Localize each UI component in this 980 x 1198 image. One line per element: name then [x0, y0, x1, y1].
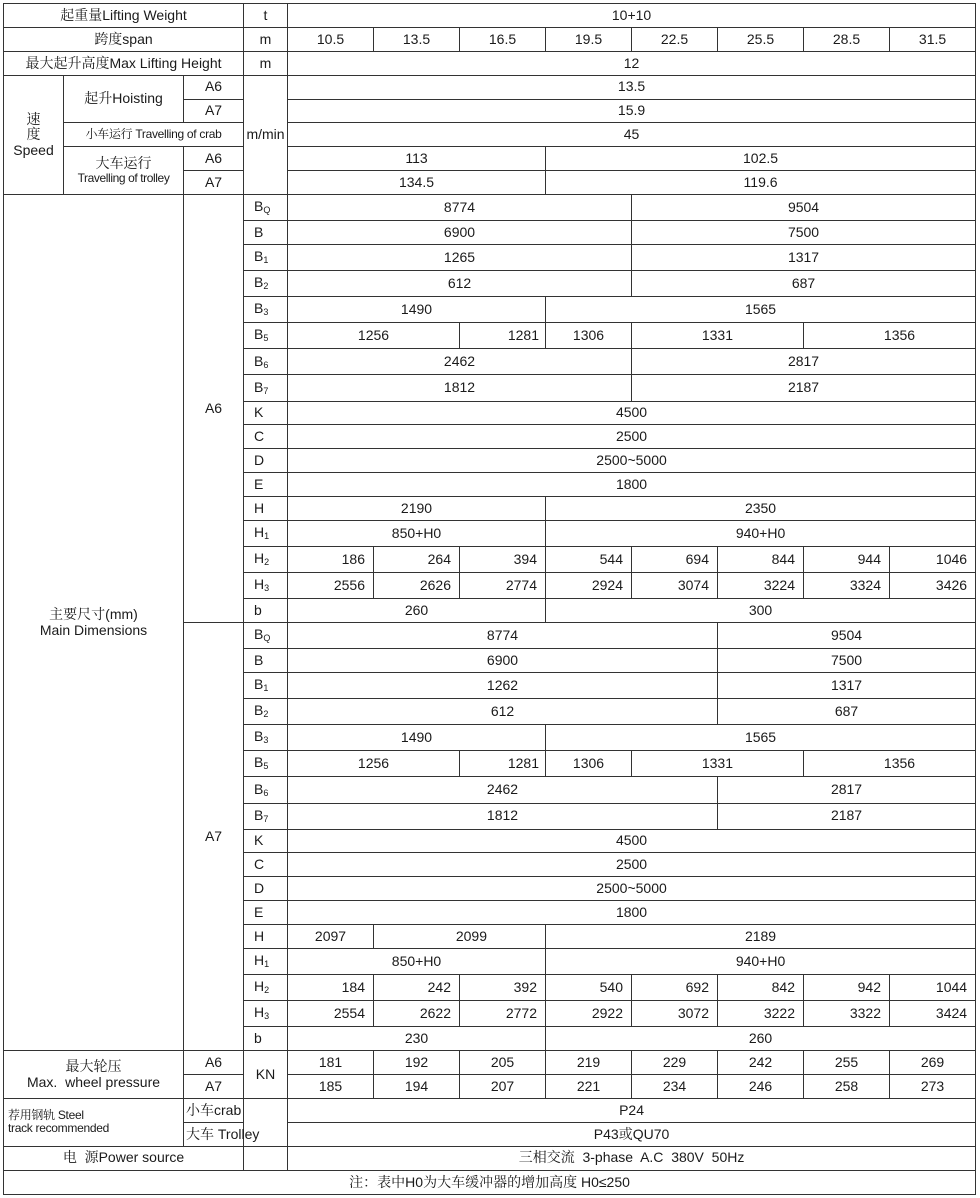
row-wheel-a6: [4, 1051, 976, 1075]
wheel-cell: 221: [546, 1075, 632, 1099]
dim-value-bq: 9504: [718, 623, 976, 649]
dim-value-b5: 1281: [460, 323, 546, 349]
dim-value-h2: 186: [288, 547, 374, 573]
dim-symbol-subscript: 2: [264, 557, 270, 568]
dim-value-b7: 1812: [288, 375, 632, 401]
wheel-cell: 207: [460, 1075, 546, 1099]
row-lifting-weight: [4, 4, 976, 28]
dim-symbol-subscript: 5: [263, 333, 269, 344]
dim-value-h2: 540: [546, 975, 632, 1001]
dim-value-b3: 1565: [546, 725, 976, 751]
dim-value-b5: 1356: [804, 751, 976, 777]
dim-value-b2: 687: [632, 271, 976, 297]
dim-symbol-bq: [244, 195, 288, 221]
wheel-cell: 258: [804, 1075, 890, 1099]
dim-symbol-c: C: [244, 853, 288, 877]
dim-symbol-b7: [244, 375, 288, 401]
dim-value-b5: 1356: [804, 323, 976, 349]
dim-value-h3: 3322: [804, 1001, 890, 1027]
dim-value-h2: 694: [632, 547, 718, 573]
dim-symbol-subscript: Q: [263, 633, 271, 644]
dim-value-b3: 1565: [546, 297, 976, 323]
dim-value-b: 260: [288, 599, 546, 623]
dim-value-h2: 844: [718, 547, 804, 573]
dim-symbol-h2: [244, 975, 288, 1001]
table-note: 注：表中H0为大车缓冲器的增加高度 H0≤250: [4, 1170, 976, 1194]
wheel-cell: 246: [718, 1075, 804, 1099]
power-source-label: 电 源Power source: [4, 1146, 244, 1170]
dim-symbol-subscript: 7: [263, 385, 269, 396]
power-source-value: 三相交流 3-phase A.C 380V 50Hz: [288, 1146, 976, 1170]
max-lifting-height-value: 12: [288, 51, 976, 75]
dim-value-b3: 1490: [288, 725, 546, 751]
dim-symbol-h: H: [244, 497, 288, 521]
dim-symbol-h1: [244, 949, 288, 975]
dim-value-h2: 394: [460, 547, 546, 573]
dim-value-b7: 1812: [288, 803, 718, 829]
dim-value-b: 230: [288, 1027, 546, 1051]
dim-value-h2: 1044: [890, 975, 976, 1001]
row-hoist-a6: [4, 75, 976, 99]
dim-value-b1: 1317: [718, 673, 976, 699]
span-cell: 28.5: [804, 27, 890, 51]
rail-label-en: track recommended: [8, 1121, 109, 1136]
crab-travel-label: 小车运行 Travelling of crab: [64, 123, 244, 147]
hoisting-label: 起升Hoisting: [64, 75, 184, 123]
dim-value-b7: 2187: [718, 803, 976, 829]
dim-value-h3: 2556: [288, 573, 374, 599]
dim-symbol-base: H: [254, 1004, 265, 1021]
dim-symbol-b7: [244, 803, 288, 829]
dim-symbol-b2: [244, 699, 288, 725]
dim-value-h2: 184: [288, 975, 374, 1001]
dim-value-h: 2097: [288, 925, 374, 949]
dim-symbol-b1: [244, 245, 288, 271]
dim-symbol-h3: [244, 573, 288, 599]
dim-value-h3: 2774: [460, 573, 546, 599]
dim-value-b5: 1306: [546, 323, 632, 349]
rail-crab-label: 小车crab: [184, 1098, 244, 1122]
speed-label: [4, 75, 64, 194]
dim-symbol-base: B: [254, 326, 264, 343]
dim-symbol-base: B: [254, 248, 264, 265]
wheel-cell: 229: [632, 1051, 718, 1075]
rail-label: [4, 1098, 184, 1146]
dim-value-h: 2350: [546, 497, 976, 521]
dim-symbol-b3: [244, 725, 288, 751]
wheel-cell: 192: [374, 1051, 460, 1075]
dim-symbol-b5: [244, 323, 288, 349]
trolley-a6-value: 113: [288, 147, 546, 171]
trolley-a7-label: A7: [184, 171, 244, 195]
wheel-cell: 205: [460, 1051, 546, 1075]
dim-value-h3: 2626: [374, 573, 460, 599]
dim-symbol-b: b: [244, 1027, 288, 1051]
dim-value-bq: 8774: [288, 195, 632, 221]
dim-value-b: 7500: [718, 649, 976, 673]
main-dimensions-label: [4, 195, 184, 1051]
speed-unit: m/min: [244, 75, 288, 194]
dim-symbol-c: C: [244, 425, 288, 449]
dim-symbol-base: B: [254, 352, 264, 369]
rail-crab-value: P24: [288, 1098, 976, 1122]
dim-value-b2: 612: [288, 271, 632, 297]
row-dim-a6-bq: [4, 195, 976, 221]
main-dim-label-en: Main Dimensions: [39, 621, 148, 638]
dim-symbol-subscript: 3: [263, 307, 269, 318]
dim-value-b2: 612: [288, 699, 718, 725]
span-cell: 25.5: [718, 27, 804, 51]
dim-value-b1: 1317: [632, 245, 976, 271]
dim-value-b6: 2817: [632, 349, 976, 375]
dim-value-h3: 3324: [804, 573, 890, 599]
dim-symbol-base: H: [254, 524, 265, 541]
wheel-unit: KN: [244, 1051, 288, 1099]
rail-label-cn: 荐用钢轨 Steel: [8, 1108, 84, 1123]
dim-value-b6: 2817: [718, 777, 976, 803]
dim-symbol-b6: [244, 777, 288, 803]
wheel-cell: 255: [804, 1051, 890, 1075]
dim-value-h2: 264: [374, 547, 460, 573]
wheel-cell: 269: [890, 1051, 976, 1075]
dim-symbol-base: B: [254, 676, 264, 693]
dim-symbol-b: B: [244, 221, 288, 245]
specification-table: [3, 3, 976, 1195]
dim-value-h2: 942: [804, 975, 890, 1001]
dim-symbol-h3: [244, 1001, 288, 1027]
dim-value-h2: 842: [718, 975, 804, 1001]
dim-symbol-subscript: 1: [264, 531, 270, 542]
dim-symbol-subscript: 1: [263, 255, 269, 266]
span-cell: 16.5: [460, 27, 546, 51]
crab-travel-value: 45: [288, 123, 976, 147]
dim-symbol-base: B: [254, 274, 264, 291]
dim-value-b5: 1256: [288, 751, 460, 777]
dim-symbol-base: H: [254, 978, 265, 995]
dim-value-b: 7500: [632, 221, 976, 245]
dim-symbol-b1: [244, 673, 288, 699]
dim-value-k: 4500: [288, 401, 976, 425]
row-max-lifting-height: [4, 51, 976, 75]
wheel-a7-label: A7: [184, 1075, 244, 1099]
dim-symbol-base: B: [254, 300, 264, 317]
span-cell: 22.5: [632, 27, 718, 51]
dim-value-b5: 1256: [288, 323, 460, 349]
max-lifting-height-unit: m: [244, 51, 288, 75]
wheel-a6-label: A6: [184, 1051, 244, 1075]
trolley-travel-label: [64, 147, 184, 195]
row-span: [4, 27, 976, 51]
lifting-weight-unit: t: [244, 4, 288, 28]
span-cell: 10.5: [288, 27, 374, 51]
dim-symbol-h1: [244, 521, 288, 547]
max-lifting-height-label: 最大起升高度Max Lifting Height: [4, 51, 244, 75]
dim-symbol-b6: [244, 349, 288, 375]
row-crab-travel: [4, 123, 976, 147]
trolley-label-cn: 大车运行: [95, 155, 152, 172]
dim-value-k: 4500: [288, 829, 976, 853]
dim-symbol-subscript: 1: [264, 959, 270, 970]
dim-symbol-base: B: [254, 806, 264, 823]
dim-symbol-subscript: 3: [263, 735, 269, 746]
span-cell: 31.5: [890, 27, 976, 51]
dim-symbol-b5: [244, 751, 288, 777]
dim-symbol-subscript: 3: [264, 583, 270, 594]
dim-value-h3: 3224: [718, 573, 804, 599]
dim-symbol-subscript: 7: [263, 813, 269, 824]
dim-value-b3: 1490: [288, 297, 546, 323]
dim-value-h2: 544: [546, 547, 632, 573]
dim-value-h3: 3074: [632, 573, 718, 599]
dim-symbol-subscript: 1: [263, 683, 269, 694]
dim-value-b5: 1331: [632, 751, 804, 777]
hoist-a7-label: A7: [184, 99, 244, 123]
dim-value-h1: 850+H0: [288, 521, 546, 547]
speed-label-en: Speed: [13, 141, 54, 158]
dim-symbol-base: H: [254, 576, 265, 593]
dim-value-h2: 242: [374, 975, 460, 1001]
dim-value-h2: 392: [460, 975, 546, 1001]
dim-value-h: 2190: [288, 497, 546, 521]
dim-symbol-subscript: 6: [263, 787, 269, 798]
dim-symbol-d: D: [244, 877, 288, 901]
dim-value-h1: 850+H0: [288, 949, 546, 975]
dim-value-b2: 687: [718, 699, 976, 725]
dim-value-h1: 940+H0: [546, 949, 976, 975]
dim-value-b1: 1262: [288, 673, 718, 699]
dim-value-bq: 8774: [288, 623, 718, 649]
row-power: [4, 1146, 976, 1170]
dim-symbol-d: D: [244, 449, 288, 473]
row-trolley-a6: [4, 147, 976, 171]
dim-symbol-base: B: [254, 728, 264, 745]
dim-symbol-base: B: [254, 198, 264, 215]
dim-symbol-subscript: 2: [264, 985, 270, 996]
dim-value-h2: 692: [632, 975, 718, 1001]
dim-value-h: 2099: [374, 925, 546, 949]
trolley-a7-value: 119.6: [546, 171, 976, 195]
hoist-a7-value: 15.9: [288, 99, 976, 123]
row-rail-crab: [4, 1098, 976, 1122]
row-note: [4, 1170, 976, 1194]
lifting-weight-label: 起重量Lifting Weight: [4, 4, 244, 28]
dim-symbol-subscript: Q: [263, 205, 271, 216]
dim-value-h3: 2772: [460, 1001, 546, 1027]
wheel-cell: 273: [890, 1075, 976, 1099]
dim-value-h3: 2924: [546, 573, 632, 599]
dim-value-bq: 9504: [632, 195, 976, 221]
wheel-cell: 194: [374, 1075, 460, 1099]
dim-symbol-subscript: 5: [263, 761, 269, 772]
dim-value-b7: 2187: [632, 375, 976, 401]
dim-group-label-a7: A7: [184, 623, 244, 1051]
dim-value-b6: 2462: [288, 349, 632, 375]
dim-symbol-k: K: [244, 401, 288, 425]
dim-symbol-k: K: [244, 829, 288, 853]
dim-value-h3: 3424: [890, 1001, 976, 1027]
dim-value-h2: 944: [804, 547, 890, 573]
dim-symbol-base: H: [254, 952, 265, 969]
dim-value-b: 260: [546, 1027, 976, 1051]
dim-value-h3: 2622: [374, 1001, 460, 1027]
wheel-label-en: Max. wheel pressure: [26, 1073, 161, 1090]
dim-symbol-b2: [244, 271, 288, 297]
trolley-label-en: Travelling of trolley: [77, 170, 170, 185]
wheel-cell: 185: [288, 1075, 374, 1099]
dim-symbol-base: B: [254, 702, 264, 719]
dim-value-h3: 2554: [288, 1001, 374, 1027]
dim-group-label-a6: A6: [184, 195, 244, 623]
dim-value-b6: 2462: [288, 777, 718, 803]
dim-symbol-base: B: [254, 626, 264, 643]
dim-value-b5: 1281: [460, 751, 546, 777]
dim-value-h3: 3222: [718, 1001, 804, 1027]
dim-symbol-base: B: [254, 780, 264, 797]
hoist-a6-value: 13.5: [288, 75, 976, 99]
span-label: 跨度span: [4, 27, 244, 51]
lifting-weight-value: 10+10: [288, 4, 976, 28]
span-unit: m: [244, 27, 288, 51]
dim-value-d: 2500~5000: [288, 877, 976, 901]
dim-value-h1: 940+H0: [546, 521, 976, 547]
dim-symbol-e: E: [244, 473, 288, 497]
main-dim-label-cn: 主要尺寸(mm): [49, 606, 138, 623]
span-cell: 13.5: [374, 27, 460, 51]
wheel-cell: 219: [546, 1051, 632, 1075]
dim-symbol-subscript: 6: [263, 359, 269, 370]
dim-value-b: 6900: [288, 649, 718, 673]
wheel-cell: 234: [632, 1075, 718, 1099]
dim-value-h3: 3426: [890, 573, 976, 599]
hoist-a6-label: A6: [184, 75, 244, 99]
power-unit-empty: [244, 1146, 288, 1170]
dim-value-b5: 1306: [546, 751, 632, 777]
dim-symbol-bq: [244, 623, 288, 649]
dim-symbol-subscript: 2: [263, 709, 269, 720]
dim-value-e: 1800: [288, 901, 976, 925]
dim-value-h3: 2922: [546, 1001, 632, 1027]
wheel-pressure-label: [4, 1051, 184, 1099]
speed-label-cn: 速度: [26, 110, 41, 143]
dim-symbol-base: B: [254, 754, 264, 771]
wheel-cell: 181: [288, 1051, 374, 1075]
dim-symbol-b: B: [244, 649, 288, 673]
dim-value-b5: 1331: [632, 323, 804, 349]
dim-symbol-base: H: [254, 550, 265, 567]
dim-symbol-h: H: [244, 925, 288, 949]
wheel-label-cn: 最大轮压: [65, 1058, 122, 1075]
dim-symbol-subscript: 2: [263, 281, 269, 292]
dim-symbol-e: E: [244, 901, 288, 925]
dim-symbol-h2: [244, 547, 288, 573]
trolley-a6-label: A6: [184, 147, 244, 171]
dim-symbol-b3: [244, 297, 288, 323]
dim-value-d: 2500~5000: [288, 449, 976, 473]
trolley-a7-value: 134.5: [288, 171, 546, 195]
dim-value-b1: 1265: [288, 245, 632, 271]
rail-trolley-value: P43或QU70: [288, 1122, 976, 1146]
dim-value-c: 2500: [288, 853, 976, 877]
span-cell: 19.5: [546, 27, 632, 51]
dim-value-b: 300: [546, 599, 976, 623]
rail-trolley-label: 大车 Trolley: [184, 1122, 244, 1146]
dim-symbol-subscript: 3: [264, 1011, 270, 1022]
dim-value-h2: 1046: [890, 547, 976, 573]
dim-symbol-b: b: [244, 599, 288, 623]
dim-value-h3: 3072: [632, 1001, 718, 1027]
wheel-cell: 242: [718, 1051, 804, 1075]
trolley-a6-value: 102.5: [546, 147, 976, 171]
dim-value-e: 1800: [288, 473, 976, 497]
dim-value-c: 2500: [288, 425, 976, 449]
dim-symbol-base: B: [254, 378, 264, 395]
dim-value-h: 2189: [546, 925, 976, 949]
dim-value-b: 6900: [288, 221, 632, 245]
